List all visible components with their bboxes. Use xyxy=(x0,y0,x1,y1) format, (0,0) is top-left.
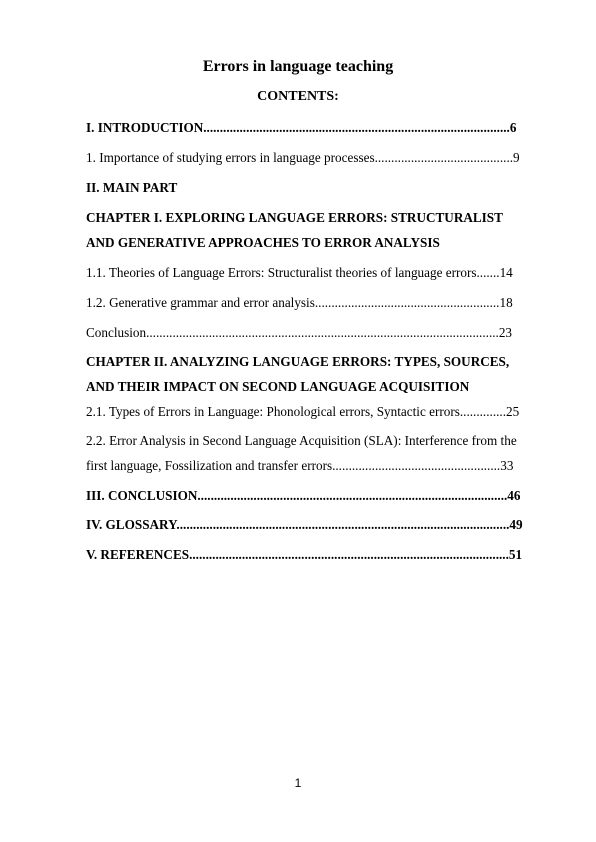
toc-entry-2-2-line-1: 2.2. Error Analysis in Second Language Acquisition (SLA): Interference from the xyxy=(86,433,517,448)
toc-entry-introduction: I. INTRODUCTION.............................................................................................6 xyxy=(86,120,517,135)
page-number: 1 xyxy=(294,776,302,790)
toc-entry-2-1: 2.1. Types of Errors in Language: Phonological errors, Syntactic errors..............25 xyxy=(86,404,520,419)
toc-entry-main-part: II. MAIN PART xyxy=(86,180,178,195)
toc-entry-chapter-1-line-1: CHAPTER I. EXPLORING LANGUAGE ERRORS: STRUCTURALIST xyxy=(86,210,503,225)
toc-entry-conclusion: III. CONCLUSION..............................................................................................46 xyxy=(86,488,521,503)
toc-entry-1-2: 1.2. Generative grammar and error analysis........................................................18 xyxy=(86,295,513,310)
toc-entry-chapter-2-line-2: AND THEIR IMPACT ON SECOND LANGUAGE ACQUISITION xyxy=(86,379,470,394)
document-title: Errors in language teaching xyxy=(202,58,394,75)
toc-entry-conclusion-ch1: Conclusion...........................................................................................................23 xyxy=(86,325,513,340)
toc-entry-references: V. REFERENCES.................................................................................................51 xyxy=(86,547,523,562)
toc-entry-1-1: 1.1. Theories of Language Errors: Structuralist theories of language errors.......14 xyxy=(86,265,513,280)
toc-entry-2-2-line-2: first language, Fossilization and transfer errors...................................................33 xyxy=(86,458,514,473)
toc-entry-chapter-2-line-1: CHAPTER II. ANALYZING LANGUAGE ERRORS: TYPES, SOURCES, xyxy=(86,354,510,369)
toc-entry-importance: 1. Importance of studying errors in language processes..........................................9 xyxy=(86,150,520,165)
toc-entry-glossary: IV. GLOSSARY.....................................................................................................49 xyxy=(86,517,523,532)
toc-entry-chapter-1-line-2: AND GENERATIVE APPROACHES TO ERROR ANALYSIS xyxy=(86,235,440,250)
contents-heading: CONTENTS: xyxy=(257,89,339,104)
